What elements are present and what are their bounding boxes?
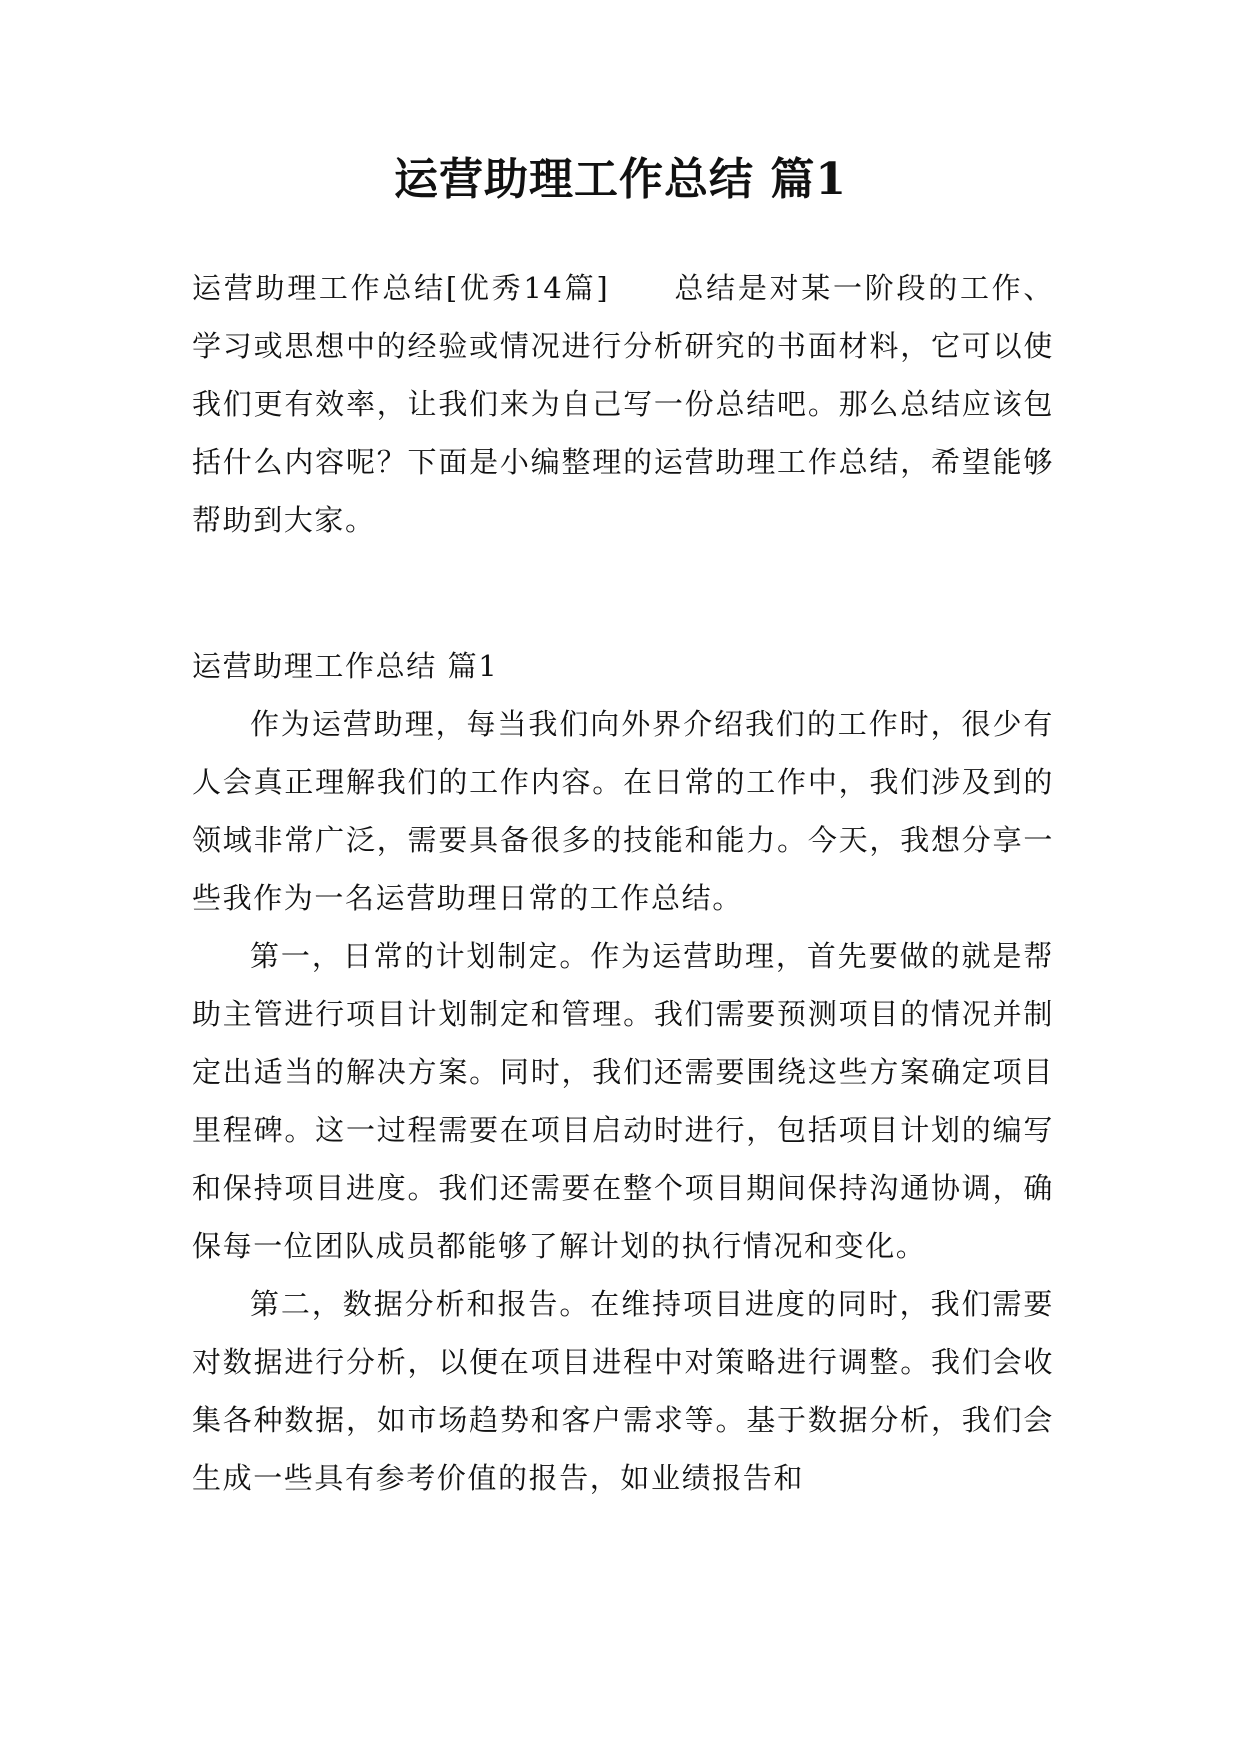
intro-paragraph: [192, 259, 1054, 549]
paragraph-3: 第二，数据分析和报告。在维持项目进度的同时，我们需要对数据进行分析，以便在项目进程中对策略进行调整。我们会收集各种数据，如市场趋势和客户需求等。基于数据分析，我们会生成一些具有参考价值的报告，如业绩报告和: [192, 1287, 1054, 1495]
section-heading: 运营助理工作总结 篇1: [192, 649, 499, 683]
paragraph-2: 第一，日常的计划制定。作为运营助理，首先要做的就是帮助主管进行项目计划制定和管理。我们需要预测项目的情况并制定出适当的解决方案。同时，我们还需要围绕这些方案确定项目里程碑。这一过程需要在项目启动时进行，包括项目计划的编写和保持项目进度。我们还需要在整个项目期间保持沟通协调，确保每一位团队成员都能够了解计划的执行情况和变化。: [192, 939, 1054, 1263]
section-body: [192, 637, 1054, 1507]
page-title: 运营助理工作总结 篇1: [394, 154, 847, 205]
paragraph-1: 作为运营助理，每当我们向外界介绍我们的工作时，很少有人会真正理解我们的工作内容。在日常的工作中，我们涉及到的领域非常广泛，需要具备很多的技能和能力。今天，我想分享一些我作为一名运营助理日常的工作总结。: [192, 707, 1054, 915]
intro-heading: 运营助理工作总结[优秀14篇]: [192, 271, 610, 305]
intro-text: 总结是对某一阶段的工作、学习或思想中的经验或情况进行分析研究的书面材料，它可以使我们更有效率，让我们来为自己写一份总结吧。那么总结应该包括什么内容呢？下面是小编整理的运营助理工作总结，希望能够帮助到大家。: [192, 271, 1055, 537]
